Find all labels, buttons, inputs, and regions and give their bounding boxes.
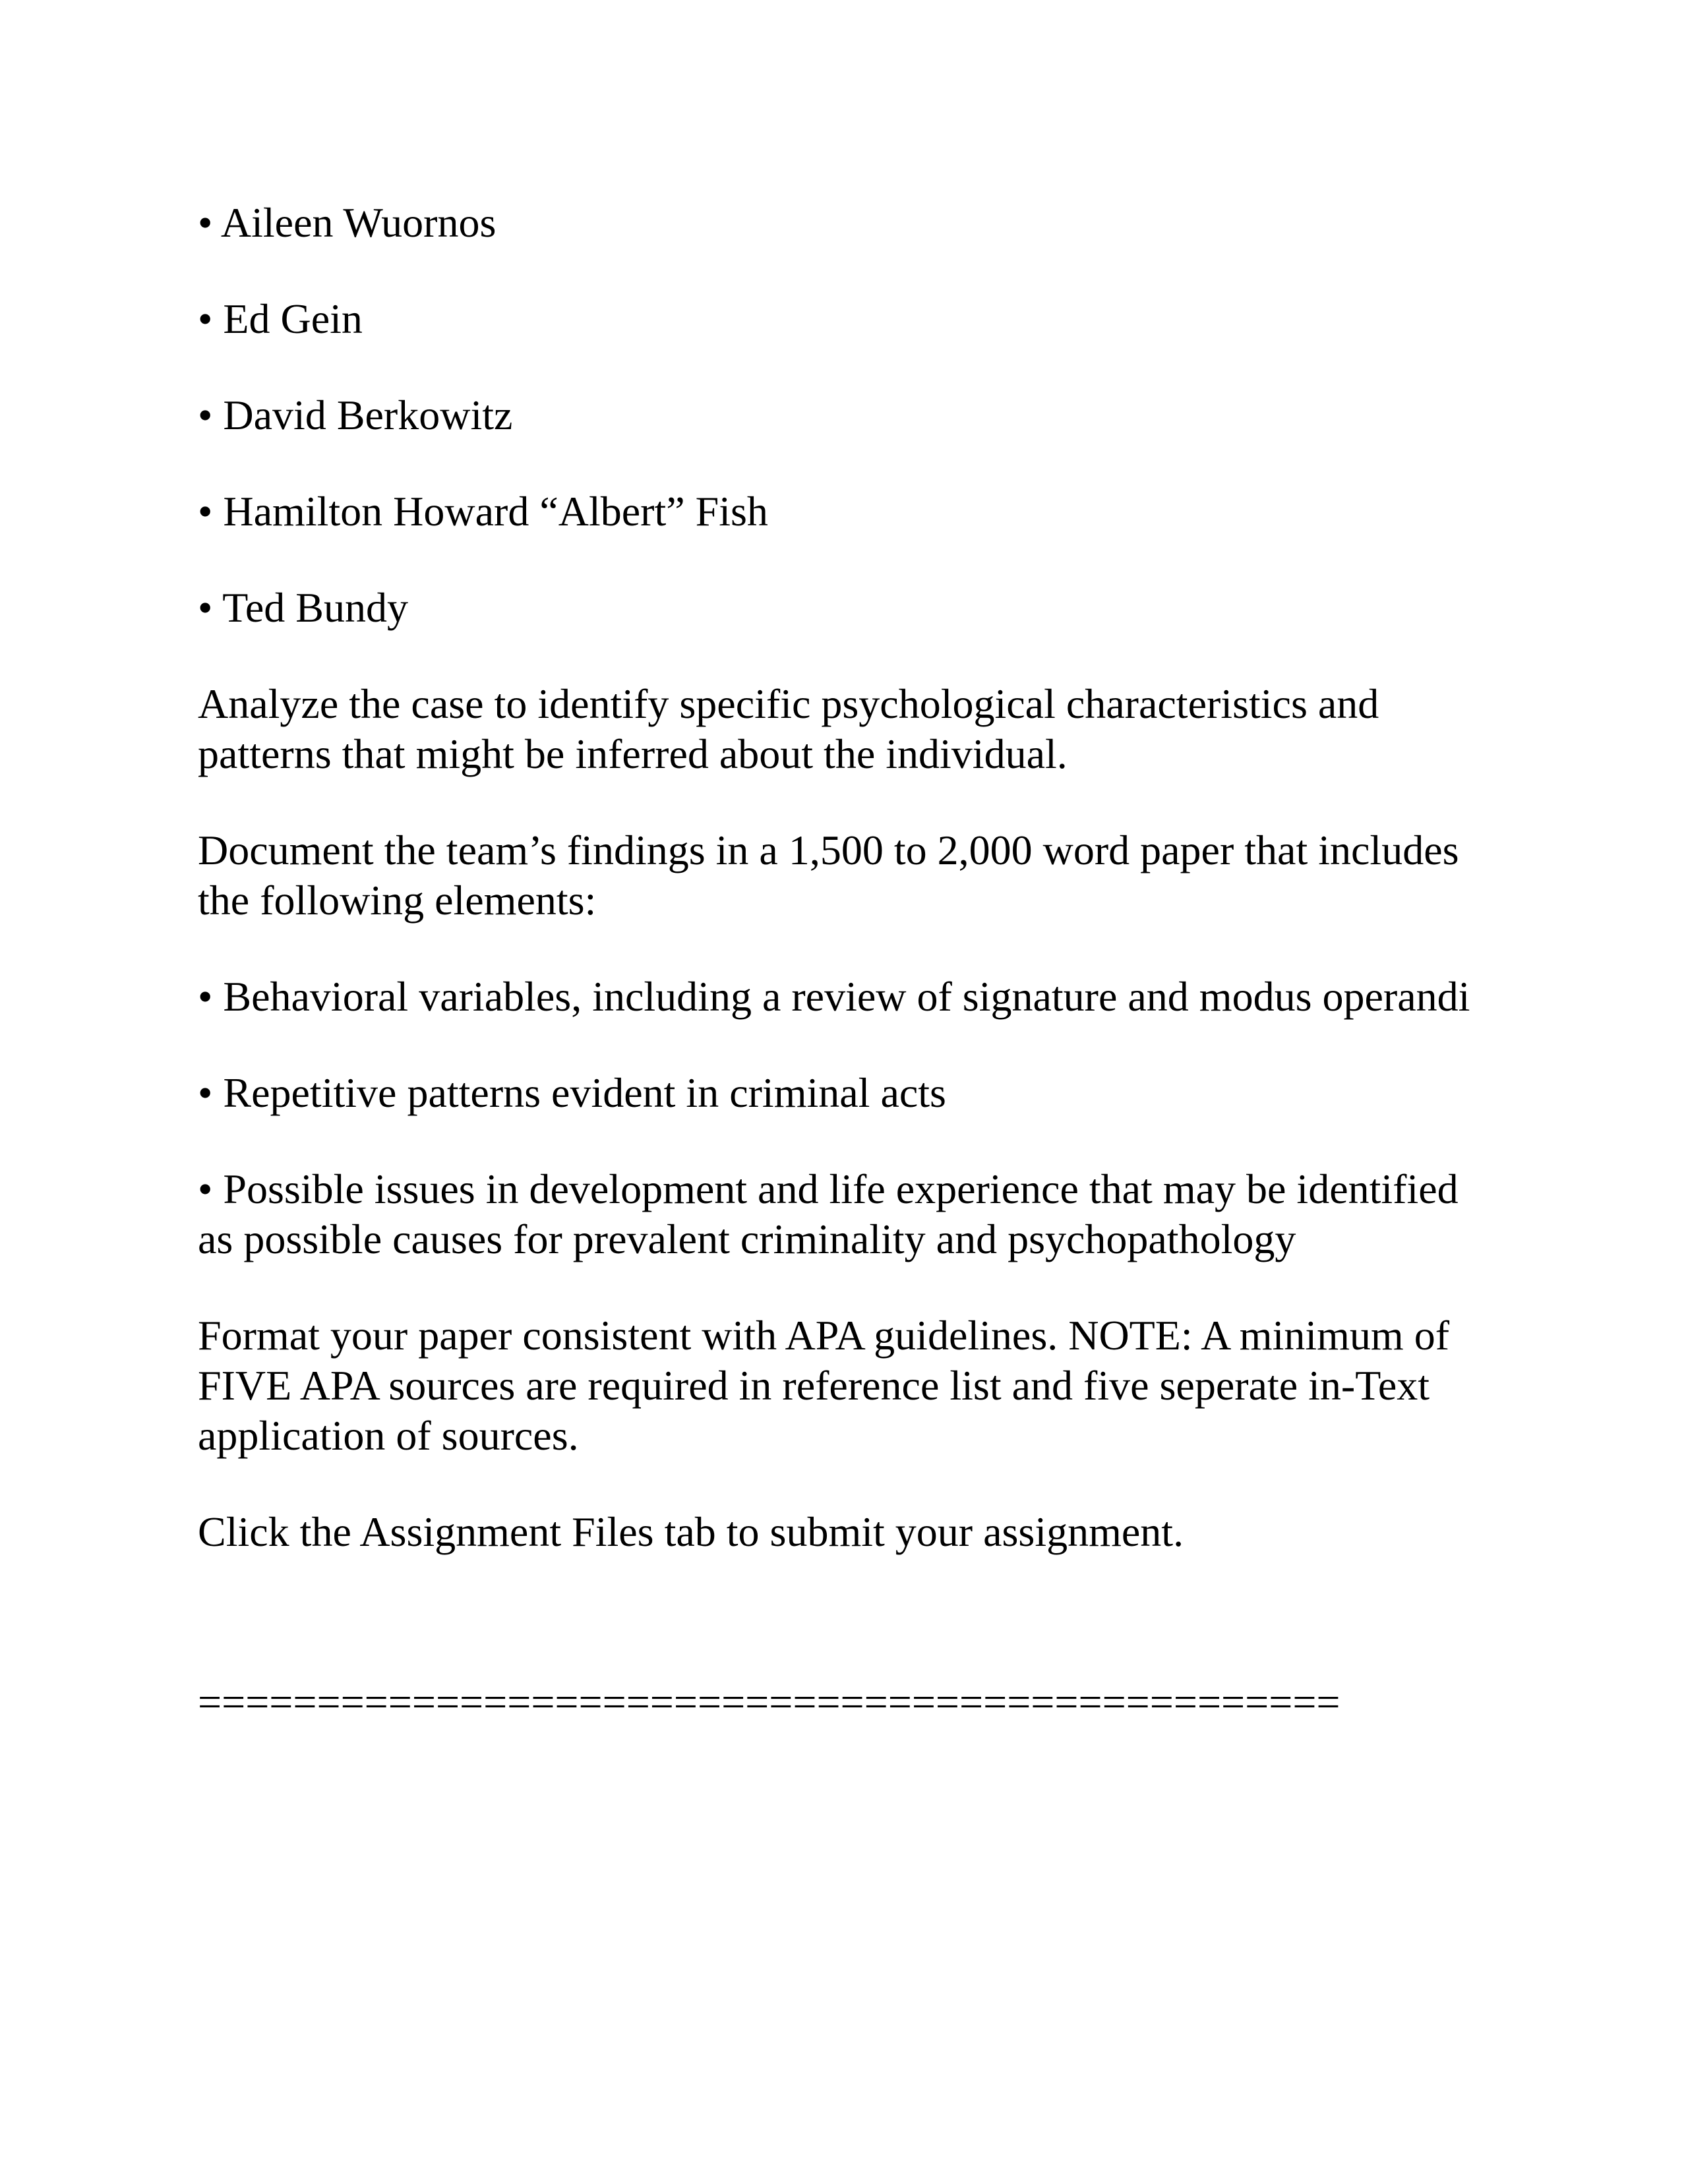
element-behavioral-variables: • Behavioral variables, including a review of signature and modus operandi <box>198 973 1470 1020</box>
element-possible-issues: • Possible issues in development and life experience that may be identified as possible causes for prevalent criminality and psychopathology <box>198 1166 1459 1262</box>
submit-instruction: Click the Assignment Files tab to submit your assignment. <box>198 1508 1184 1555</box>
element-repetitive-patterns: • Repetitive patterns evident in criminal acts <box>198 1069 946 1116</box>
document-paragraph: Document the team’s findings in a 1,500 to 2,000 word paper that includes the following elements: <box>198 827 1459 924</box>
separator-line: ================================================ <box>198 1678 1341 1725</box>
analyze-paragraph: Analyze the case to identify specific psychological characteristics and patterns that might be inferred about the individual. <box>198 680 1379 777</box>
name-item-ed-gein: • Ed Gein <box>198 295 363 342</box>
format-paragraph: Format your paper consistent with APA guidelines. NOTE: A minimum of FIVE APA sources are required in reference list and five seperate in-Text application of sources. <box>198 1312 1449 1459</box>
name-item-aileen-wuornos: • Aileen Wuornos <box>198 199 497 246</box>
document-content <box>198 198 1490 1727</box>
name-item-albert-fish: • Hamilton Howard “Albert” Fish <box>198 488 768 535</box>
name-item-david-berkowitz: • David Berkowitz <box>198 392 513 438</box>
name-item-ted-bundy: • Ted Bundy <box>198 584 408 631</box>
